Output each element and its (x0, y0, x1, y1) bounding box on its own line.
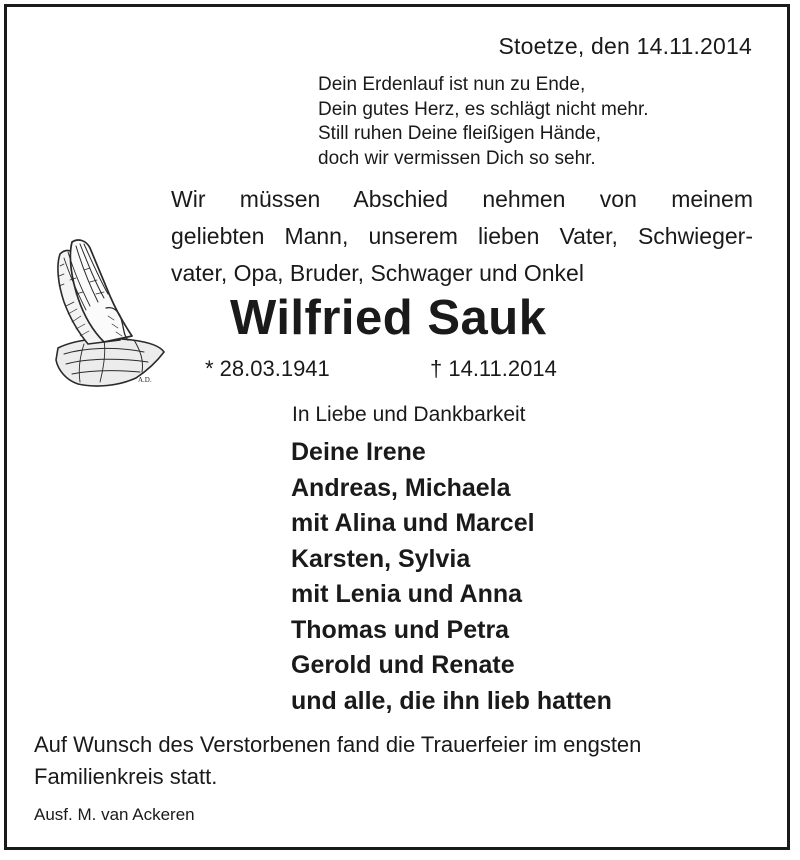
poem-line: Dein gutes Herz, es schlägt nicht mehr. (318, 98, 649, 120)
poem-line: Still ruhen Deine fleißigen Hände, (318, 123, 602, 144)
mourner-line: mit Lenia und Anna (291, 580, 523, 608)
intro-line: vater, Opa, Bruder, Schwager und Onkel (171, 260, 584, 286)
mourner-line: Thomas und Petra (291, 615, 510, 644)
mourner-line: Gerold und Renate (291, 651, 515, 679)
mourner-line: mit Alina und Marcel (291, 509, 535, 537)
monogram: A.D. (138, 376, 152, 384)
undertaker-credit: Ausf. M. van Ackeren (34, 805, 195, 824)
notice-line: Familienkreis statt. (34, 764, 218, 789)
intro-text (171, 181, 753, 292)
praying-hands-icon (44, 236, 166, 392)
mourner-line: Andreas, Michaela (291, 473, 511, 502)
poem-line: Dein Erdenlauf ist nun zu Ende, (318, 74, 586, 95)
mourners-list (291, 435, 612, 719)
mourner-line: und alle, die ihn lieb hatten (291, 686, 612, 715)
poem (318, 73, 649, 171)
intro-line: geliebten Mann, unserem lieben Vater, Schwieger- (171, 223, 753, 249)
mourner-line: Deine Irene (291, 438, 426, 466)
notice-line: Auf Wunsch des Verstorbenen fand die Trauerfeier im engsten (34, 732, 642, 757)
death-date: † 14.11.2014 (430, 356, 557, 381)
place-date: Stoetze, den 14.11.2014 (498, 33, 752, 59)
poem-line: doch wir vermissen Dich so sehr. (318, 147, 596, 169)
deceased-name: Wilfried Sauk (230, 291, 547, 345)
birth-date: * 28.03.1941 (205, 356, 330, 381)
intro-line: Wir müssen Abschied nehmen von meinem (171, 186, 753, 212)
funeral-notice (34, 729, 641, 793)
mourner-line: Karsten, Sylvia (291, 544, 471, 573)
closing-greeting: In Liebe und Dankbarkeit (292, 403, 526, 426)
